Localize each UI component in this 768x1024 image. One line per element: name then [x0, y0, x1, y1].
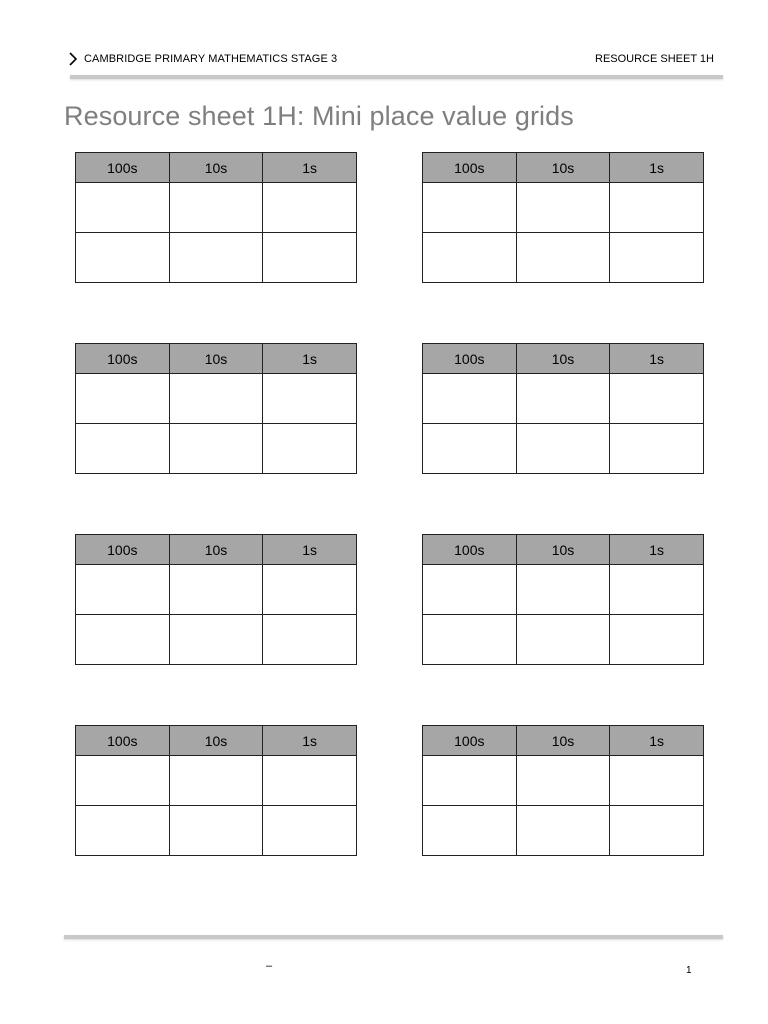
footer-divider [64, 935, 723, 939]
grid-cell [169, 233, 263, 283]
grid-column-header: 100s [76, 344, 170, 374]
grid-cell [423, 233, 517, 283]
grid-header-row [76, 726, 357, 756]
grid-cell [76, 233, 170, 283]
grid-cell [610, 424, 704, 474]
grid-column-header: 10s [516, 535, 610, 565]
grid-cell [76, 565, 170, 615]
grid-row [423, 565, 704, 615]
grid-header-row [423, 726, 704, 756]
grid-column-header: 10s [516, 344, 610, 374]
grid-column-header: 1s [610, 153, 704, 183]
grid-row [423, 806, 704, 856]
grid-cell [169, 183, 263, 233]
grid-column-header: 10s [169, 535, 263, 565]
grid-cell [610, 565, 704, 615]
grid-cell [263, 233, 357, 283]
grid-header-row [423, 535, 704, 565]
grid-row [423, 374, 704, 424]
grid-row [423, 233, 704, 283]
grid-cell [516, 806, 610, 856]
grid-cell [169, 424, 263, 474]
grid-cell [423, 374, 517, 424]
grid-column-header: 10s [516, 726, 610, 756]
grid-cell [610, 756, 704, 806]
place-value-grid [422, 725, 704, 856]
grid-row [76, 756, 357, 806]
place-value-grid [75, 343, 357, 474]
page-title: Resource sheet 1H: Mini place value grids [64, 101, 574, 131]
grid-header-row [76, 153, 357, 183]
grid-row [76, 565, 357, 615]
grid-cell [516, 756, 610, 806]
grid-header-row [76, 344, 357, 374]
grid-column-header: 100s [76, 535, 170, 565]
place-value-grid [75, 725, 357, 856]
running-header [66, 50, 716, 70]
grid-cell [610, 233, 704, 283]
grid-cell [516, 424, 610, 474]
grid-row [423, 756, 704, 806]
grid-column-header: 1s [610, 344, 704, 374]
place-value-grid [422, 343, 704, 474]
chevron-right-icon [66, 51, 80, 67]
place-value-grid [422, 534, 704, 665]
grid-cell [423, 756, 517, 806]
grid-column-header: 1s [610, 535, 704, 565]
page-number: 1 [686, 965, 692, 976]
grid-cell [516, 183, 610, 233]
footer-dash: – [266, 960, 273, 972]
grid-row [423, 183, 704, 233]
grid-row [423, 615, 704, 665]
grid-cell [263, 565, 357, 615]
grid-cell [263, 183, 357, 233]
grid-column-header: 1s [263, 344, 357, 374]
grid-row [76, 424, 357, 474]
grid-column-header: 1s [610, 726, 704, 756]
grid-row [76, 233, 357, 283]
header-course-title: CAMBRIDGE PRIMARY MATHEMATICS STAGE 3 [84, 53, 338, 65]
grid-cell [610, 183, 704, 233]
grid-cell [76, 756, 170, 806]
grid-cell [516, 565, 610, 615]
grid-cell [263, 615, 357, 665]
grid-column-header: 10s [169, 153, 263, 183]
grid-cell [516, 233, 610, 283]
place-value-grid [422, 152, 704, 283]
grid-column-header: 10s [516, 153, 610, 183]
grid-header-row [423, 153, 704, 183]
grid-cell [263, 806, 357, 856]
grid-cell [423, 183, 517, 233]
grid-cell [610, 374, 704, 424]
grid-column-header: 1s [263, 535, 357, 565]
grid-header-row [76, 535, 357, 565]
grid-cell [169, 565, 263, 615]
grid-column-header: 10s [169, 344, 263, 374]
grid-column-header: 1s [263, 153, 357, 183]
place-value-grid [75, 152, 357, 283]
grid-cell [423, 615, 517, 665]
grid-header-row [423, 344, 704, 374]
grid-row [423, 424, 704, 474]
grid-column-header: 100s [423, 344, 517, 374]
grid-cell [169, 615, 263, 665]
grid-cell [76, 806, 170, 856]
grid-row [76, 806, 357, 856]
grid-column-header: 100s [423, 726, 517, 756]
grid-column-header: 10s [169, 726, 263, 756]
grid-cell [169, 806, 263, 856]
grid-cell [610, 806, 704, 856]
grid-cell [76, 183, 170, 233]
grid-cell [610, 615, 704, 665]
header-sheet-label: RESOURCE SHEET 1H [595, 53, 714, 65]
grid-row [76, 183, 357, 233]
grid-row [76, 374, 357, 424]
grid-cell [263, 424, 357, 474]
grid-cell [169, 374, 263, 424]
grid-cell [76, 615, 170, 665]
grid-cell [263, 756, 357, 806]
grid-column-header: 100s [76, 726, 170, 756]
grid-cell [263, 374, 357, 424]
grid-column-header: 100s [423, 535, 517, 565]
grid-cell [76, 374, 170, 424]
grid-cell [423, 806, 517, 856]
grid-column-header: 1s [263, 726, 357, 756]
grid-cell [169, 756, 263, 806]
grid-column-header: 100s [76, 153, 170, 183]
grid-cell [76, 424, 170, 474]
grid-cell [516, 615, 610, 665]
grid-cell [423, 565, 517, 615]
grid-cell [516, 374, 610, 424]
grid-cell [423, 424, 517, 474]
header-divider [70, 75, 723, 79]
place-value-grid [75, 534, 357, 665]
grid-column-header: 100s [423, 153, 517, 183]
grid-row [76, 615, 357, 665]
